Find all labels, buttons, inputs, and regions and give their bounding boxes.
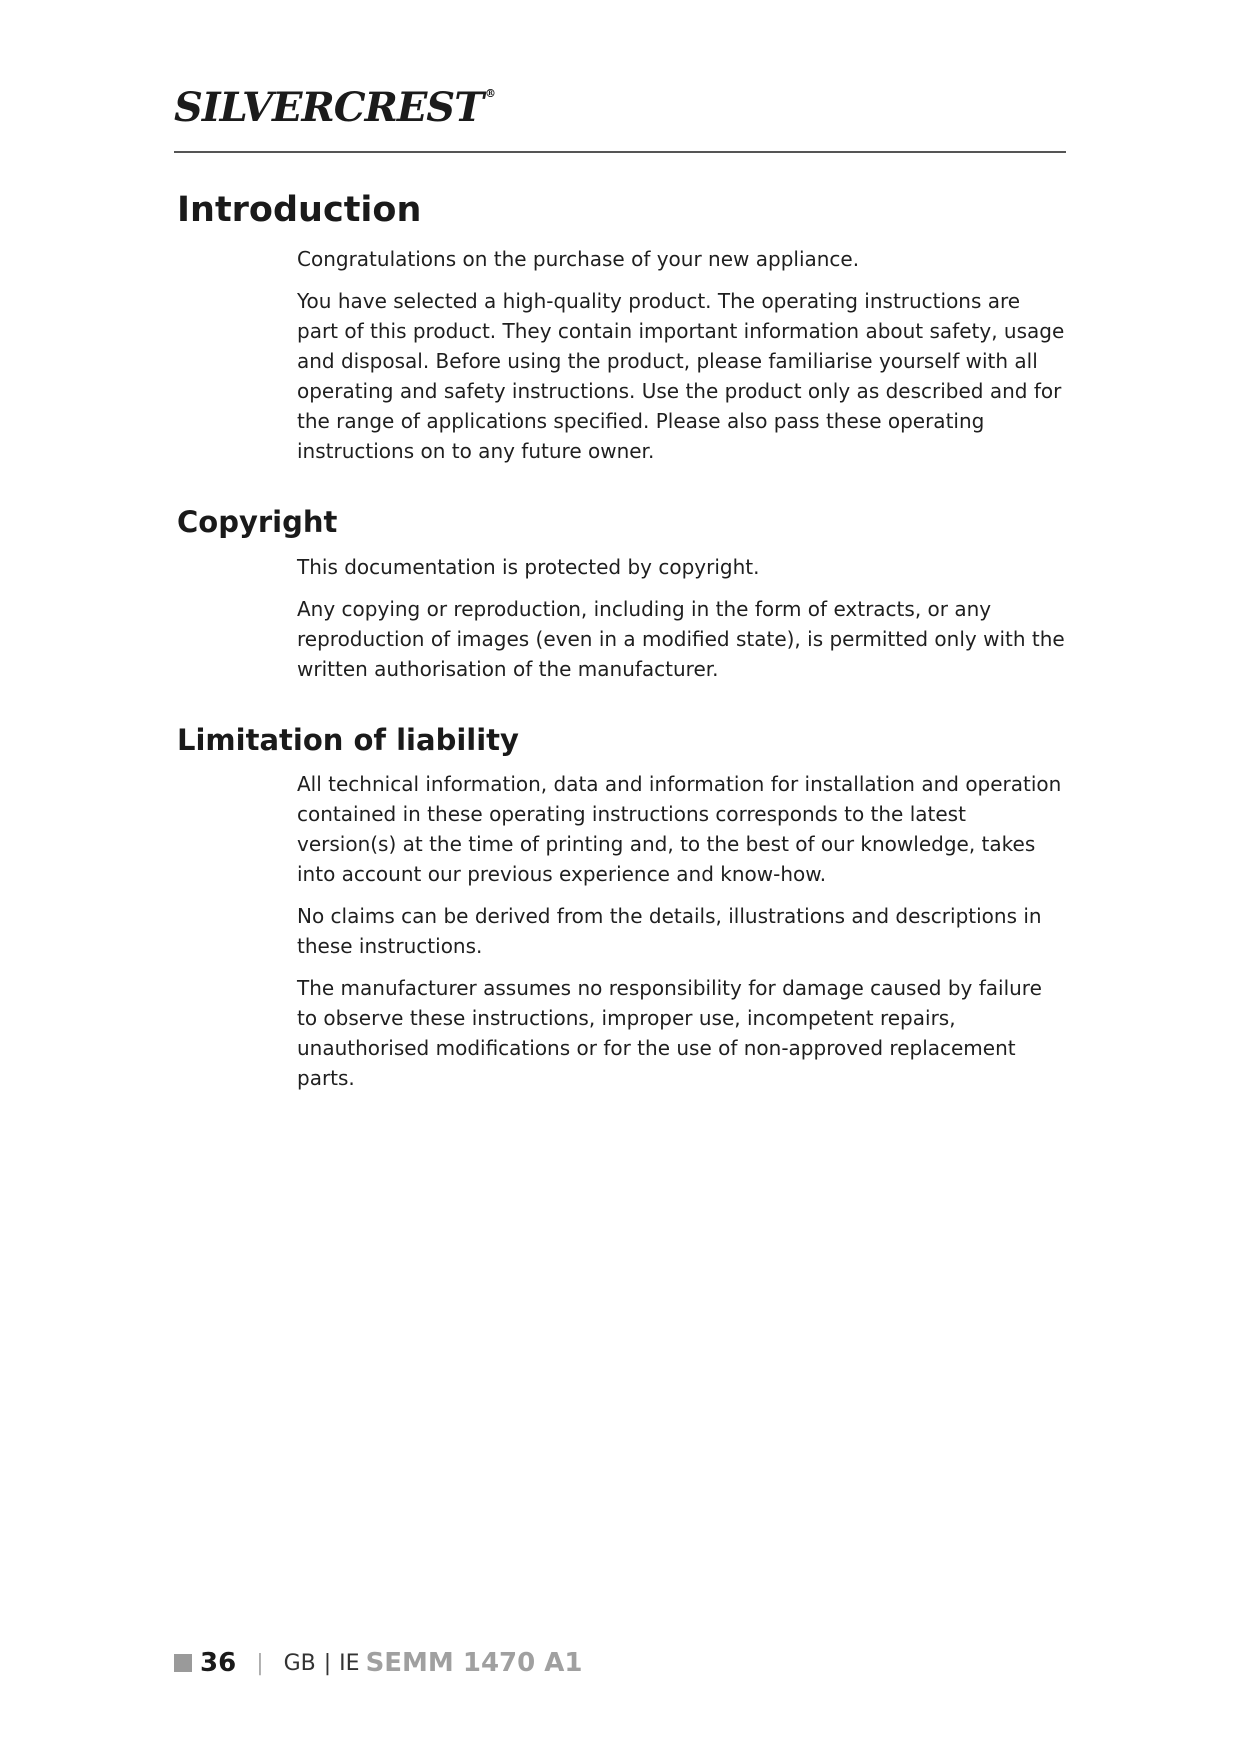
- paragraph: The manufacturer assumes no responsibility for damage caused by failure to observe these instructions, improper use, incompetent repairs, unauthorised modifications or for the use of non-approved replacement parts.: [297, 975, 1042, 1090]
- section-body: [297, 552, 1067, 684]
- section-copyright: [177, 506, 1067, 683]
- page-content: [177, 190, 1067, 1133]
- header-divider: [174, 151, 1066, 153]
- section-title-introduction: Introduction: [177, 190, 422, 230]
- section-body: [297, 769, 1067, 1093]
- paragraph: Congratulations on the purchase of your new appliance.: [297, 247, 860, 272]
- brand-name: SILVERCREST: [174, 84, 483, 131]
- footer-square-marker: [174, 1654, 192, 1672]
- registered-mark: ®: [484, 87, 495, 100]
- section-title-limitation-of-liability: Limitation of liability: [177, 722, 519, 757]
- page-footer: [174, 1648, 582, 1678]
- section-introduction: [177, 190, 1067, 466]
- footer-model-number: SEMM 1470 A1: [365, 1648, 583, 1678]
- section-body: [297, 244, 1067, 466]
- page-number: 36: [200, 1648, 237, 1678]
- section-limitation-of-liability: [177, 724, 1067, 1093]
- footer-language-separator: |: [323, 1650, 332, 1676]
- paragraph: This documentation is protected by copyright.: [297, 554, 760, 579]
- footer-separator: |: [256, 1650, 264, 1676]
- brand-logo: [174, 84, 1066, 131]
- paragraph: All technical information, data and information for installation and operation contained in these operating instructions corresponds to the latest version(s) at the time of printing and, to the best of our knowledge, takes into account our previous experience and know-how.: [297, 771, 1062, 886]
- paragraph: Any copying or reproduction, including in the form of extracts, or any reproduction of images (even in a modified state), is permitted only with the written authorisation of the manufacturer.: [297, 596, 1065, 681]
- paragraph: You have selected a high-quality product. The operating instructions are part of this product. They contain important information about safety, usage and disposal. Before using the product, please familiarise yourself with all operating and safety instructions. Use the product only as described and for the range of applications specified. Please also pass these operating instructions on to any future owner.: [297, 289, 1065, 464]
- page-header: [174, 84, 1066, 131]
- paragraph: No claims can be derived from the details, illustrations and descriptions in these instructions.: [297, 903, 1042, 958]
- footer-language-ie: IE: [339, 1650, 360, 1676]
- footer-language-gb: GB: [283, 1650, 316, 1676]
- section-title-copyright: Copyright: [177, 505, 338, 540]
